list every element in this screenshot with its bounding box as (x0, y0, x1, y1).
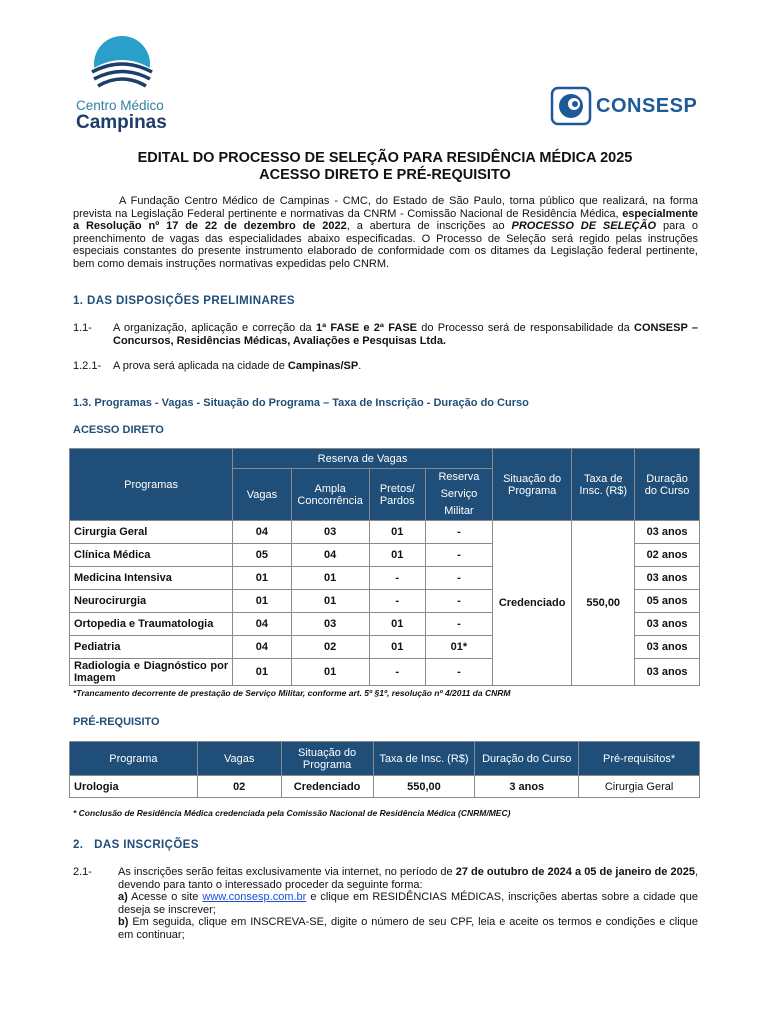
row-programa: Cirurgia Geral (70, 521, 233, 544)
row-pretos: 01 (369, 521, 425, 544)
item-1-2-1-part-a: A prova será aplicada na cidade de (113, 360, 285, 372)
row-ampla: 03 (291, 521, 369, 544)
item-1-1-part-b: 1ª FASE e 2ª FASE (315, 322, 417, 334)
title-line-1: EDITAL DO PROCESSO DE SELEÇÃO PARA RESIDÊNCIA MÉDICA 2025 (137, 150, 633, 166)
prereq-situacao: Credenciado (281, 776, 373, 798)
situacao-merged: Credenciado (492, 521, 571, 686)
intro-text-2: especialmente a Resolução nº 17 de 22 de dezembro de 2022 (73, 207, 699, 233)
prereq-header-duracao: Duração do Curso (475, 742, 579, 776)
item-2-1-a-part-1: Acesse o site (131, 891, 199, 904)
item-1-2-1-part-b: Campinas/SP (287, 360, 359, 372)
row-pretos: 01 (369, 613, 425, 636)
intro-text-3: , a abertura de inscrições ao (346, 220, 505, 233)
intro-text-1: A Fundação Centro Médico de Campinas - CMC, do Estado de São Paulo, torna público que realizará, na forma prevista na Legislação Federal pertinente e normativas da CNRM - Comissão Nacional de Residência Médica, (73, 195, 698, 220)
header-ampla: Ampla Concorrência (291, 469, 369, 521)
item-1-2-1-text (113, 360, 698, 373)
acesso-direto-heading: ACESSO DIRETO (73, 424, 164, 436)
cmc-logo (72, 34, 182, 134)
item-2-1-b-part-1: Em seguida, clique em INSCREVA-SE, digite o número de seu CPF, leia e aceite os termos e condições e clique em continuar; (118, 916, 698, 941)
cmc-logo-line1: Centro Médico (76, 98, 164, 113)
pre-requisito-heading: PRÉ-REQUISITO (73, 716, 160, 728)
row-duracao: 03 anos (635, 521, 700, 544)
item-1-1-part-c: do Processo será de responsabilidade da (421, 322, 630, 334)
intro-paragraph (73, 195, 698, 271)
row-militar: 01* (425, 636, 492, 659)
row-vagas: 04 (233, 636, 292, 659)
row-duracao: 03 anos (635, 613, 700, 636)
row-militar: - (425, 613, 492, 636)
row-programa: Neurocirurgia (70, 590, 233, 613)
row-duracao: 03 anos (635, 567, 700, 590)
row-duracao: 03 anos (635, 659, 700, 686)
row-ampla: 01 (291, 590, 369, 613)
table-row (70, 776, 700, 798)
table1-footnote: *Trancamento decorrente de prestação de Serviço Militar, conforme art. 5º §1º, resolução nº 4/2011 da CNRM (73, 688, 511, 698)
header-programas: Programas (70, 449, 233, 521)
consesp-site-link[interactable]: www.consesp.com.br (202, 891, 307, 904)
row-programa: Medicina Intensiva (70, 567, 233, 590)
prereq-prereq: Cirurgia Geral (579, 776, 700, 798)
prereq-taxa: 550,00 (373, 776, 475, 798)
intro-text-4: PROCESSO DE SELEÇÃO (511, 220, 657, 233)
row-pretos: - (369, 567, 425, 590)
item-1-3-heading: 1.3. Programas - Vagas - Situação do Programa – Taxa de Inscrição - Duração do Curso (73, 397, 529, 409)
header-vagas: Vagas (233, 469, 292, 521)
row-duracao: 05 anos (635, 590, 700, 613)
row-militar: - (425, 659, 492, 686)
row-vagas: 05 (233, 544, 292, 567)
row-vagas: 01 (233, 590, 292, 613)
item-1-2-1-number: 1.2.1- (73, 360, 102, 372)
section-2-heading: 2. DAS INSCRIÇÕES (73, 839, 199, 851)
item-2-1-part-1: As inscrições serão feitas exclusivamente via internet, no período de (118, 866, 453, 878)
row-programa: Clínica Médica (70, 544, 233, 567)
item-2-1-part-2: 27 de outubro de 2024 a 05 de janeiro de 2025 (455, 866, 695, 878)
item-1-1-part-a: A organização, aplicação e correção da (113, 322, 312, 334)
taxa-merged: 550,00 (572, 521, 635, 686)
prereq-header-situacao: Situação do Programa (281, 742, 373, 776)
row-vagas: 01 (233, 659, 292, 686)
prereq-header-prereq: Pré-requisitos* (579, 742, 700, 776)
item-2-1-text (118, 866, 698, 942)
consesp-logo-text: CONSESP (596, 95, 698, 117)
cmc-logo-line2: Campinas (76, 112, 167, 133)
row-pretos: - (369, 590, 425, 613)
row-pretos: - (369, 659, 425, 686)
prereq-programa: Urologia (70, 776, 198, 798)
row-pretos: 01 (369, 544, 425, 567)
item-2-1-part-3: , devendo para tanto o interessado proceder da seguinte forma: (118, 866, 698, 891)
row-vagas: 04 (233, 613, 292, 636)
row-militar: - (425, 544, 492, 567)
acesso-direto-table (69, 448, 700, 686)
item-2-1-a-label: a) (118, 891, 128, 904)
row-duracao: 03 anos (635, 636, 700, 659)
item-1-1-number: 1.1- (73, 322, 92, 334)
intro-text-5: para o preenchimento de vagas das especialidades abaixo especificadas. O Processo de Seleção será regido pelas instruções especiais constantes do presente instrumento elaborado de conformidade com os ditames da Legislação federal pertinente, bem como demais instruções normativas expedidas pelo CNRM. (73, 220, 698, 270)
row-programa: Pediatria (70, 636, 233, 659)
section-1-heading: 1. DAS DISPOSIÇÕES PRELIMINARES (73, 295, 295, 307)
item-2-1-number: 2.1- (73, 866, 92, 878)
row-vagas: 04 (233, 521, 292, 544)
row-duracao: 02 anos (635, 544, 700, 567)
header-reserva-vagas: Reserva de Vagas (233, 449, 493, 469)
pre-requisito-table (69, 741, 700, 798)
prereq-footnote: * Conclusão de Residência Médica credenciada pela Comissão Nacional de Residência Médica (CNRM/MEC) (73, 808, 511, 818)
header-taxa: Taxa de Insc. (R$) (572, 449, 635, 521)
row-ampla: 01 (291, 659, 369, 686)
row-militar: - (425, 567, 492, 590)
prereq-header-taxa: Taxa de Insc. (R$) (373, 742, 475, 776)
prereq-vagas: 02 (197, 776, 281, 798)
prereq-header-vagas: Vagas (197, 742, 281, 776)
header-pretos: Pretos/ Pardos (369, 469, 425, 521)
cmc-logo-icon (72, 34, 182, 98)
row-ampla: 03 (291, 613, 369, 636)
row-ampla: 02 (291, 636, 369, 659)
prereq-header-programa: Programa (70, 742, 198, 776)
item-1-1-text (113, 322, 698, 347)
row-ampla: 01 (291, 567, 369, 590)
item-2-1-b-label: b) (118, 916, 129, 929)
table-row (70, 521, 700, 544)
header-militar: Reserva Serviço Militar (425, 469, 492, 521)
header-duracao: Duração do Curso (635, 449, 700, 521)
row-pretos: 01 (369, 636, 425, 659)
row-ampla: 04 (291, 544, 369, 567)
consesp-logo (550, 86, 700, 126)
header-situacao: Situação do Programa (492, 449, 571, 521)
row-programa: Ortopedia e Traumatologia (70, 613, 233, 636)
title-line-2: ACESSO DIRETO E PRÉ-REQUISITO (259, 167, 511, 183)
item-1-2-1-part-c: . (358, 360, 362, 372)
row-militar: - (425, 521, 492, 544)
row-militar: - (425, 590, 492, 613)
prereq-duracao: 3 anos (475, 776, 579, 798)
row-programa: Radiologia e Diagnóstico por Imagem (70, 659, 233, 686)
item-1-1-part-d: CONSESP – Concursos, Residências Médicas, Avaliações e Pesquisas Ltda. (113, 322, 699, 347)
item-2-1-a-part-2: e clique em RESIDÊNCIAS MÉDICAS, inscrições abertas sobre a cidade que deseja se inscrever; (118, 891, 698, 916)
consesp-logo-icon (550, 86, 594, 126)
row-vagas: 01 (233, 567, 292, 590)
